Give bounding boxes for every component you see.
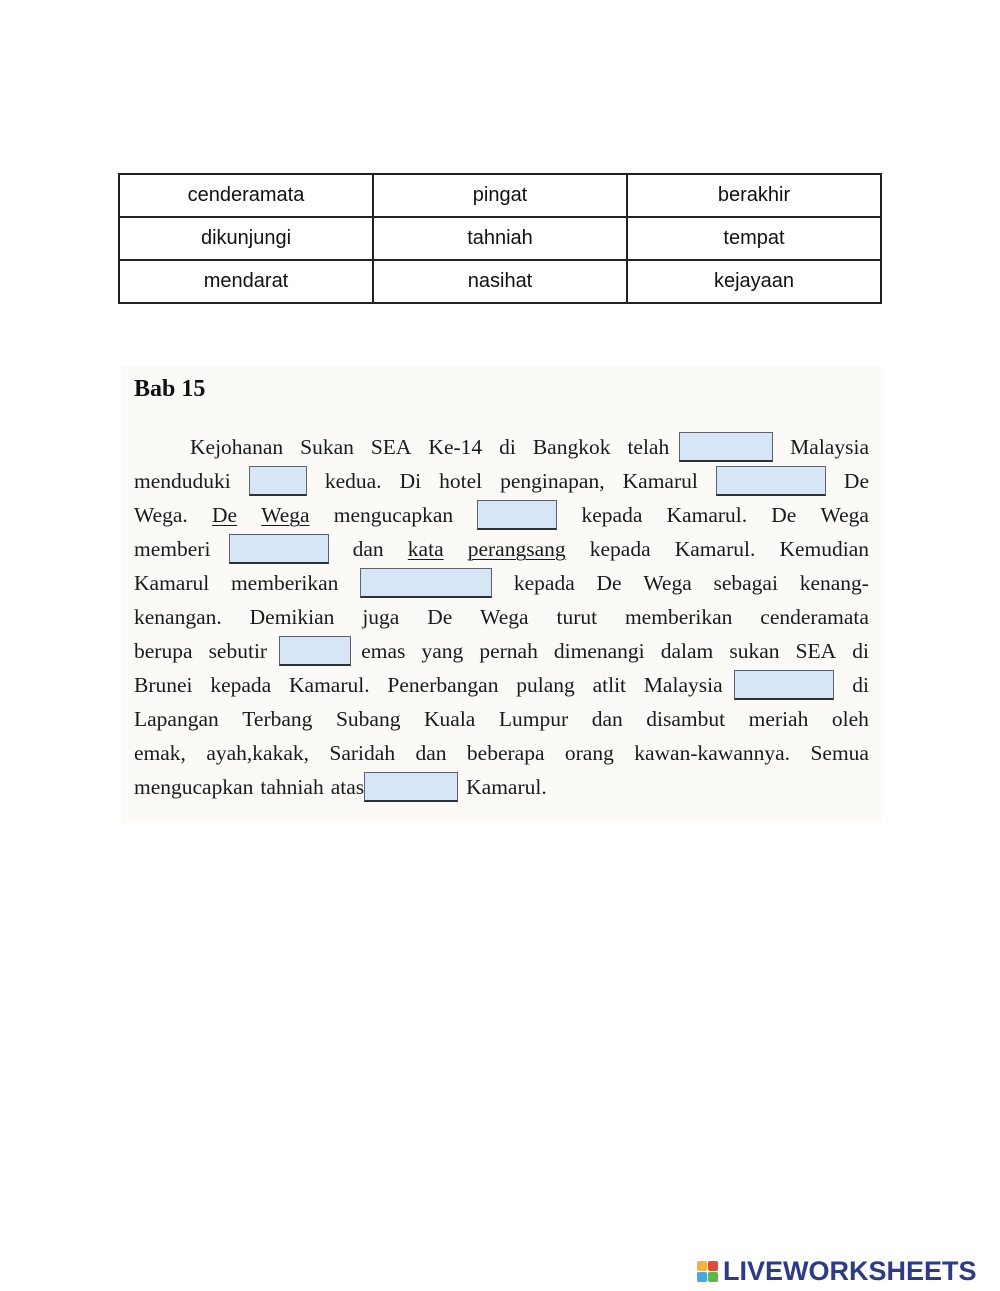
passage-word: cenderamata (760, 605, 869, 629)
passage-word: dan (352, 537, 384, 561)
passage-word: di (852, 673, 869, 697)
passage-word: Lapangan (134, 707, 219, 731)
passage-word: kenangan. (134, 605, 222, 629)
passage-word: Malaysia (790, 435, 869, 459)
passage-word: SEA (795, 639, 837, 663)
passage-word: telah (627, 435, 670, 459)
passage-word: turut (556, 605, 598, 629)
passage-word: Kejohanan (190, 435, 284, 459)
passage-word: Bangkok (532, 435, 611, 459)
passage-word: Kemudian (779, 537, 869, 561)
logo-square (708, 1261, 718, 1271)
passage-word: memberi (134, 537, 211, 561)
passage-word: sukan (729, 639, 780, 663)
passage-word: di (852, 639, 869, 663)
word-bank-cell: pingat (373, 174, 627, 217)
passage-word: juga (362, 605, 400, 629)
passage-line (134, 600, 869, 634)
passage-word: SEA (370, 435, 412, 459)
passage-word: oleh (831, 707, 869, 731)
passage-word: De (596, 571, 622, 595)
passage-word: tahniah (260, 775, 324, 799)
answer-blank-1[interactable] (679, 432, 773, 462)
passage-word: emas (361, 639, 406, 663)
passage-word: hotel (439, 469, 483, 493)
passage-word: Demikian (249, 605, 335, 629)
passage-word: ayah,kakak, (206, 741, 309, 765)
passage-word: dan (415, 741, 447, 765)
passage-word: atas (330, 775, 365, 799)
passage-word: Lumpur (498, 707, 569, 731)
passage-word: De (427, 605, 453, 629)
passage-word: Semua (810, 741, 869, 765)
word-bank-cell: nasihat (373, 260, 627, 303)
passage-line (134, 498, 869, 532)
passage-word: Brunei (134, 673, 193, 697)
passage-line (134, 532, 869, 566)
word-bank-cell: dikunjungi (119, 217, 373, 260)
passage-word: Wega. (134, 503, 188, 527)
word-bank-cell: kejayaan (627, 260, 881, 303)
passage-word: pulang (516, 673, 575, 697)
answer-blank-4[interactable] (477, 500, 557, 530)
passage-word: dan (591, 707, 623, 731)
passage-word: kepada (589, 537, 651, 561)
logo-square (697, 1272, 707, 1282)
passage-word: mengucapkan (333, 503, 454, 527)
passage-word: Saridah (329, 741, 396, 765)
answer-blank-2[interactable] (249, 466, 307, 496)
passage-word: kepada (513, 571, 575, 595)
passage-line (134, 634, 869, 668)
passage-word: beberapa (466, 741, 545, 765)
passage-line (134, 702, 869, 736)
word-bank-row (119, 260, 881, 303)
passage-word: Kamarul (134, 571, 210, 595)
passage-word: kawan-kawannya. (634, 741, 791, 765)
passage-word: penginapan, (500, 469, 605, 493)
passage-word: Wega (261, 503, 310, 527)
passage-word: sebagai (713, 571, 778, 595)
passage-line (134, 770, 869, 804)
passage-line (134, 566, 869, 600)
answer-blank-7[interactable] (279, 636, 351, 666)
passage-word: Di (399, 469, 422, 493)
word-bank-cell: berakhir (627, 174, 881, 217)
passage-word: mengucapkan (134, 775, 254, 799)
answer-blank-3[interactable] (716, 466, 826, 496)
passage-title: Bab 15 (134, 376, 206, 402)
word-bank-cell: cenderamata (119, 174, 373, 217)
passage-word: Kamarul. (289, 673, 370, 697)
word-bank-cell: tahniah (373, 217, 627, 260)
passage-word: menduduki (134, 469, 231, 493)
passage-word: De (771, 503, 797, 527)
passage-word: Ke-14 (428, 435, 483, 459)
passage-word: De (211, 503, 238, 527)
passage-word: meriah (748, 707, 809, 731)
passage-word: dalam (660, 639, 714, 663)
passage-word: kedua. (324, 469, 382, 493)
liveworksheets-logo (697, 1256, 977, 1286)
passage-word: di (499, 435, 516, 459)
passage-word: kepada (581, 503, 643, 527)
logo-square (697, 1261, 707, 1271)
passage-word: Terbang (242, 707, 313, 731)
passage-word: emak, (134, 741, 186, 765)
passage-word: kenang- (799, 571, 869, 595)
passage-line (134, 736, 869, 770)
answer-blank-9[interactable] (364, 772, 458, 802)
passage-word: perangsang (467, 537, 566, 561)
passage-line (134, 464, 869, 498)
passage-line (190, 430, 869, 464)
passage-word: kata (407, 537, 444, 561)
passage-line (134, 668, 869, 702)
passage-word: Wega (643, 571, 692, 595)
logo-square (708, 1272, 718, 1282)
passage-word: Penerbangan (387, 673, 499, 697)
passage-word: Malaysia (643, 673, 723, 697)
liveworksheets-logo-icon (697, 1261, 718, 1282)
passage-word: Kamarul. (674, 537, 756, 561)
word-bank-cell: mendarat (119, 260, 373, 303)
answer-blank-6[interactable] (360, 568, 492, 598)
passage-word: kepada (210, 673, 272, 697)
passage-word: pernah (479, 639, 538, 663)
passage-word: De (843, 469, 869, 493)
passage-word: Kamarul (622, 469, 698, 493)
passage-word: Kamarul. (466, 775, 547, 799)
passage-word: Wega (820, 503, 869, 527)
passage-word: berupa (134, 639, 193, 663)
passage-word: atlit (592, 673, 627, 697)
passage-word: Subang (335, 707, 401, 731)
passage-panel (121, 366, 881, 823)
passage-word: memberikan (230, 571, 339, 595)
passage-word: Sukan (300, 435, 354, 459)
word-bank-table (118, 173, 882, 304)
word-bank-cell: tempat (627, 217, 881, 260)
passage-word: Wega (480, 605, 529, 629)
passage-word: disambut (646, 707, 726, 731)
passage-word: Kamarul. (666, 503, 748, 527)
answer-blank-5[interactable] (229, 534, 329, 564)
passage-word: memberikan (624, 605, 733, 629)
passage-word: yang (421, 639, 464, 663)
passage-word: Kuala (424, 707, 476, 731)
answer-blank-8[interactable] (734, 670, 834, 700)
passage-word: sebutir (208, 639, 268, 663)
word-bank-row (119, 174, 881, 217)
passage-word: orang (564, 741, 614, 765)
word-bank-row (119, 217, 881, 260)
logo-text: LIVEWORKSHEETS (723, 1255, 977, 1286)
passage-word: dimenangi (553, 639, 645, 663)
